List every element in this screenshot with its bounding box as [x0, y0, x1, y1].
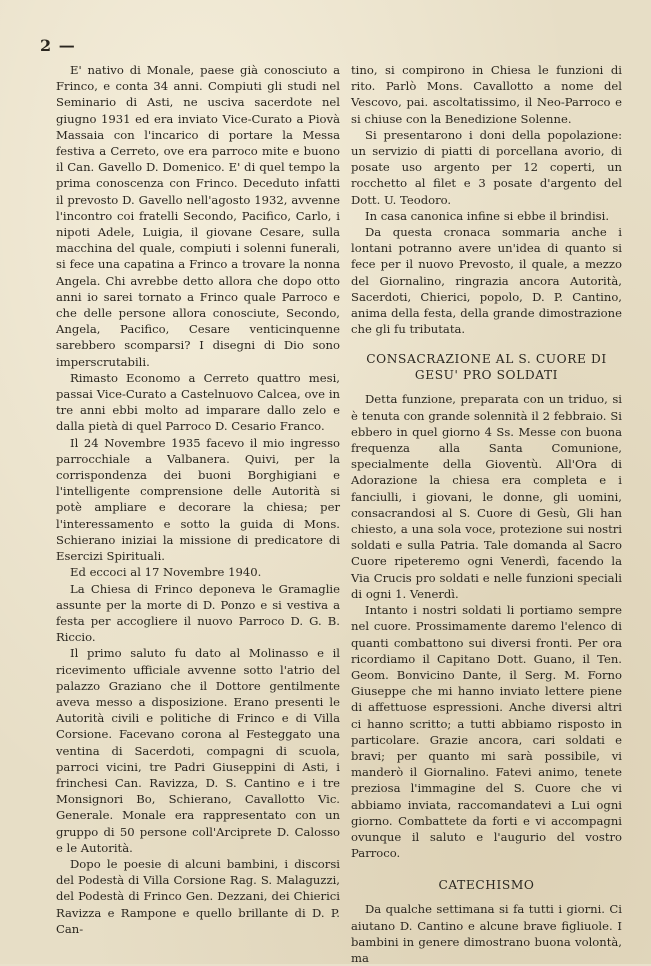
paragraph: Il 24 Novembre 1935 facevo il mio ingresso parrocchiale a Valbanera. Quivi, per la corrispondenza dei buoni Borghigiani e l'intelligente comprensione delle Autorità si potè ampliare e decorare la chiesa; per l'interessamento e sotto la guida di Mons. Schierano iniziai la missione di predicatore di Esercizi Spirituali. — [56, 435, 340, 564]
page-number: 2 — — [40, 36, 76, 55]
paragraph: La Chiesa di Frinco deponeva le Gramaglie assunte per la morte di D. Ponzo e si vestiva a festa per accogliere il nuovo Parroco D. G. B. Riccio. — [56, 581, 340, 645]
paragraph: Il primo saluto fu dato al Molinasso e il ricevimento ufficiale avvenne sotto l'atrio del palazzo Graziano che il Dottore gentilmente aveva messo a disposizione. Erano presenti le Autorità civili e politiche di Frinco e di Villa Corsione. Facevano corona al Festeggato una ventina di Sacerdoti, compagni di scuola, parroci vicini, tre Padri Giuseppini di Asti, i frinchesi Can. Ravizza, D. S. Cantino e i tre Monsignori Bo, Schierano, Cavallotto Vic. Generale. Monale era rappresentato con un gruppo di 50 persone coll'Arciprete D. Calosso e le Autorità. — [56, 646, 340, 855]
paragraph: Detta funzione, preparata con un triduo, si è tenuta con grande solennità il 2 febbraio. Si ebbero in quel giorno 4 Ss. Messe con buona frequenza alla Santa Comunione, specialmente della Gioventù. All'Ora di Adorazione la chiesa era completa e i fanciulli, i giovani, le donne, gli uomini, consacrandosi al S. Cuore di Gesù, Gli han chiesto, a una sola voce, protezione sui nostri soldati e sulla Patria. Tale domanda al Sacro Cuore ripeteremo ogni Venerdì, facendo la Via Crucis pro soldati e nelle funzioni speciali di ogni 1. Venerdì. — [351, 392, 622, 601]
paragraph: Da questa cronaca sommaria anche i lontani potranno avere un'idea di quanto si fece per il nuovo Prevosto, il quale, a mezzo del Giornalino, ringrazia ancora Autorità, Sacerdoti, Chierici, popolo, D. P. Cantino, anima della festa, della grande dimostrazione che gli fu tributata. — [351, 225, 622, 337]
paragraph: Ed eccoci al 17 Novembre 1940. — [70, 565, 262, 580]
paragraph: Rimasto Economo a Cerreto quattro mesi, passai Vice-Curato a Castelnuovo Calcea, ove in tre anni ebbi molto ad imparare dallo zelo e dalla pietà di quel Parroco D. Cesario Franco. — [56, 370, 340, 434]
paragraph: Dopo le poesie di alcuni bambini, i discorsi del Podestà di Villa Corsione Rag. S. Malaguzzi, del Podestà di Frinco Gen. Dezzani, dei Chierici Ravizza e Rampone e quello brillante di D. P. Can- — [56, 856, 340, 936]
right-column — [351, 62, 622, 966]
paragraph: Intanto i nostri soldati li portiamo sempre nel cuore. Prossimamente daremo l'elenco di quanti combattono sui diversi fronti. Per ora ricordiamo il Capitano Dott. Guano, il Ten. Geom. Bonvicino Dante, il Serg. M. Forno Giuseppe che mi hanno inviato lettere piene di affettuose espressioni. Anche diversi altri ci hanno scritto; a tutti abbiamo risposto in particolare. Grazie ancora, cari soldati e bravi; per quanto mi sarà possibile, vi manderò il Giornalino. Fatevi animo, tenete preziosa l'immagine del S. Cuore che vi abbiamo inviata, raccomandatevi a Lui ogni giorno. Combattete da forti e vi accompagni ovunque il saluto e l'augurio del vostro Parroco. — [351, 603, 622, 861]
paragraph: In casa canonica infine si ebbe il brindisi. — [365, 208, 610, 223]
paragraph: Si presentarono i doni della popolazione: un servizio di piatti di porcellana avorio, di posate uso argento per 12 coperti, un rocchetto al filet e 3 posate d'argento del Dott. U. Teodoro. — [351, 127, 622, 207]
left-column — [56, 62, 340, 937]
paragraph: E' nativo di Monale, paese già conosciuto a Frinco, e conta 34 anni. Compiuti gli studi nel Seminario di Asti, ne usciva sacerdote nel giugno 1931 ed era inviato Vice-Curato a Piovà Massaia con l'incarico di portare la Messa festiva a Cerreto, ove era parroco mite e buono il Can. Gavello D. Domenico. E' di quel tempo la prima conoscenza con Frinco. Deceduto infatti il prevosto D. Gavello nell'agosto 1932, avvenne l'incontro coi fratelli Secondo, Pacifico, Carlo, i nipoti Adele, Luigia, il giovane Cesare, sulla macchina del quale, compiuti i solenni funerali, si fece una capatina a Frinco a trovare la nonna Angela. Chi avrebbe detto allora che dopo otto anni io sarei tornato a Frinco quale Parroco e che delle persone allora conosciute, Secondo, Angela, Pacifico, Cesare venticinquenne sarebbero scomparsi? I disegni di Dio sono imperscrutabili. — [56, 63, 340, 369]
section-heading-consacrazione: CONSACRAZIONE AL S. CUORE DI GESU' PRO SOLDATI — [366, 352, 607, 383]
paragraph: tino, si compirono in Chiesa le funzioni di rito. Parlò Mons. Cavallotto a nome del Vescovo, pai. ascoltatissimo, il Neo-Parroco e si chiuse con la Benedizione Solenne. — [351, 63, 622, 126]
section-heading-catechismo: CATECHISMO — [438, 878, 535, 893]
paragraph: Da qualche settimana si fa tutti i giorni. Ci aiutano D. Cantino e alcune brave figliuole. I bambini in genere dimostrano buona volontà, ma — [351, 902, 622, 965]
